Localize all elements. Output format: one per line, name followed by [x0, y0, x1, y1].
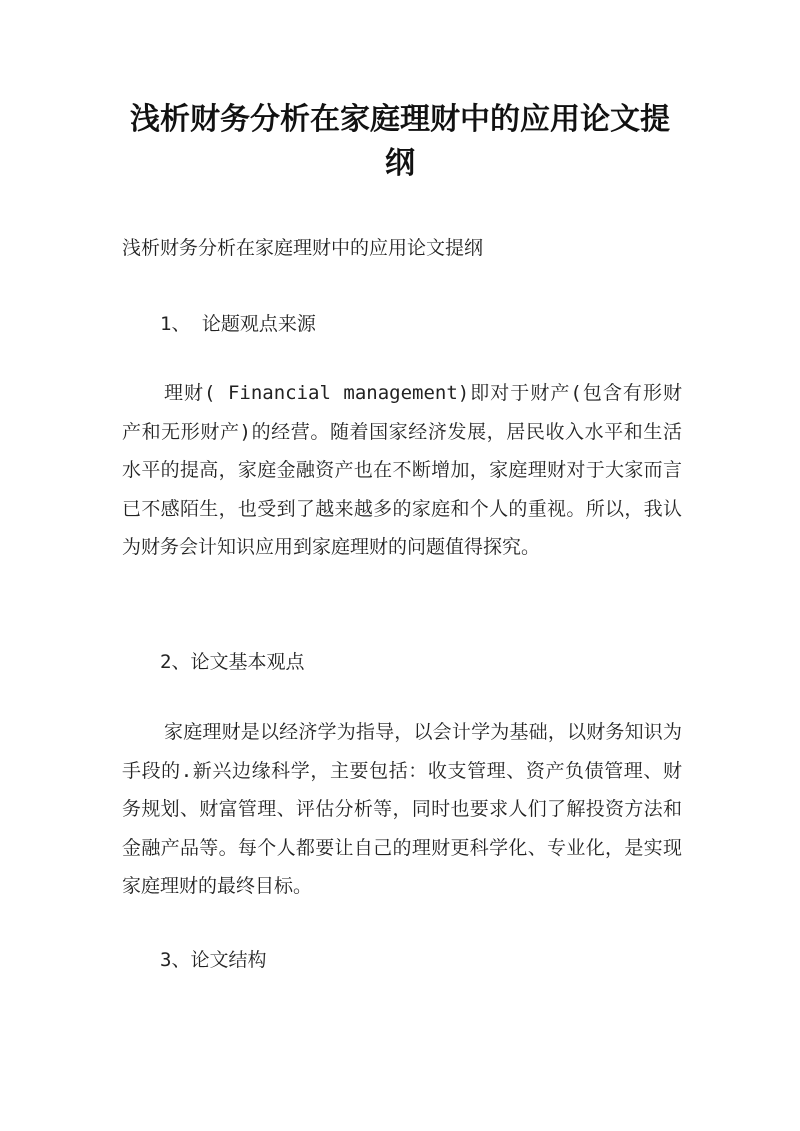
section-heading-1: 1、 论题观点来源 [160, 313, 316, 335]
section-heading-2: 2、论文基本观点 [160, 651, 305, 673]
section-heading-3: 3、论文结构 [160, 949, 267, 971]
section-paragraph-2: 家庭理财是以经济学为指导，以会计学为基础，以财务知识为手段的.新兴边缘科学，主要包括：收支管理、资产负债管理、财务规划、财富管理、评估分析等，同时也要求人们了解投资方法和金融产品等。每个人都要让自己的理财更科学化、专业化，是实现家庭理财的最终目标。 [122, 721, 682, 897]
document-subtitle: 浅析财务分析在家庭理财中的应用论文提纲 [122, 237, 484, 259]
document-title: 浅析财务分析在家庭理财中的应用论文提纲 [130, 102, 670, 181]
section-paragraph-1: 理财( Financial management)即对于财产(包含有形财产和无形财产)的经营。随着国家经济发展，居民收入水平和生活水平的提高，家庭金融资产也在不断增加，家庭理财对于大家而言已不感陌生，也受到了越来越多的家庭和个人的重视。所以，我认为财务会计知识应用到家庭理财的问题值得探究。 [122, 382, 682, 558]
